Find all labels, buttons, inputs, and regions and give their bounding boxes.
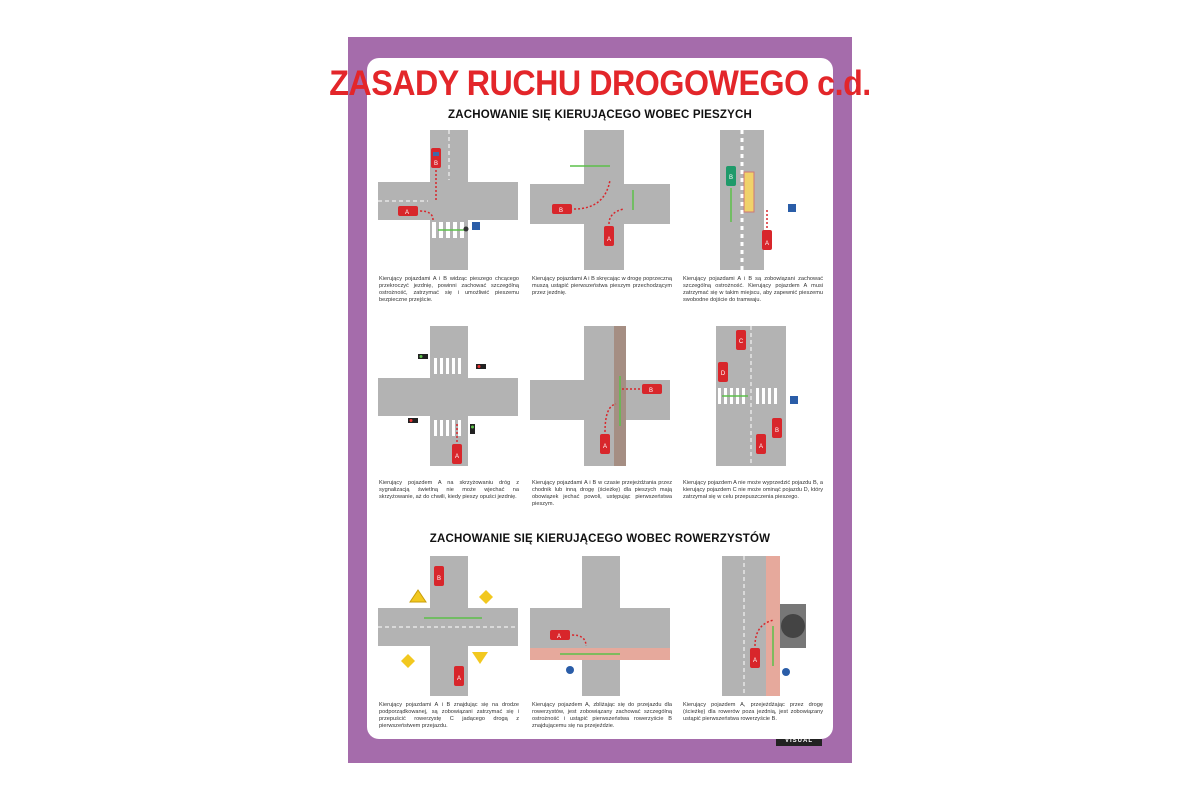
vehicle-label: D bbox=[720, 371, 726, 377]
vehicle-label: B bbox=[774, 428, 780, 434]
vehicle-label: B bbox=[648, 388, 654, 394]
section-heading-pedestrians: ZACHOWANIE SIĘ KIERUJĄCEGO WOBEC PIESZYCH bbox=[447, 109, 753, 121]
diagram-tram-stop bbox=[682, 130, 822, 270]
logo-text: VISUAL bbox=[784, 738, 813, 744]
vehicle-label: B bbox=[436, 576, 442, 582]
caption-3: Kierujący pojazdami A i B są zobowiązani zachować szczególną ostrożność. Kierujący pojazdem A musi zatrzymać się w takim miejscu, aby zapewnić pieszemu swobodne dojście do tramwaju. bbox=[683, 276, 823, 303]
caption-6: Kierujący pojazdem A nie może wyprzedzić pojazdu B, a kierujący pojazdem C nie może ominąć pojazdu D, który zatrzymał się w celu przepuszczenia pieszego. bbox=[683, 480, 823, 500]
diagram-turning-vehicles bbox=[530, 130, 670, 270]
vehicle-label: A bbox=[758, 444, 764, 450]
vehicle-label: B bbox=[558, 208, 564, 214]
diagram-cyclist-priority-road bbox=[378, 556, 518, 696]
diagram-intersection-pedestrian-crossing bbox=[378, 130, 518, 270]
vehicle-label: B bbox=[433, 161, 439, 167]
diagram-bike-path-outside-road bbox=[682, 556, 822, 696]
vehicle-label: A bbox=[606, 237, 612, 243]
caption-1: Kierujący pojazdami A i B widząc pieszego chcącego przekroczyć jezdnię, powinni zachować szczególną ostrożność, zatrzymać się i umożliwić pieszemu bezpieczne przejście. bbox=[379, 276, 519, 303]
vehicle-label: A bbox=[556, 634, 562, 640]
vehicle-label: A bbox=[404, 210, 410, 216]
diagram-no-overtaking-at-crossing bbox=[682, 326, 822, 466]
publisher-logo bbox=[776, 734, 822, 748]
vehicle-label: B bbox=[728, 175, 734, 181]
diagram-traffic-lights-intersection bbox=[378, 326, 518, 466]
vehicle-label: A bbox=[602, 444, 608, 450]
caption-7: Kierujący pojazdami A i B znajdując się na drodze podporządkowanej, są zobowiązani zatrzymać się i przepuścić rowerzystę C jadącego drogą z pierwszeństwem przejazdu. bbox=[379, 702, 519, 729]
caption-8: Kierujący pojazdem A, zbliżając się do przejazdu dla rowerzystów, jest zobowiązany zachować szczególną ostrożność i ustąpić pierwszeństwa rowerzyście B znajdującemu się na przejeździe. bbox=[532, 702, 672, 729]
caption-5: Kierujący pojazdami A i B w czasie przejeżdżania przez chodnik lub inną drogę (ścieżkę) dla pieszych mają obowiązek jechać powoli, ustępując pierwszeństwa pieszym. bbox=[532, 480, 672, 507]
vehicle-label: A bbox=[454, 454, 460, 460]
caption-9: Kierujący pojazdem A, przejeżdżając przez drogę (ścieżkę) dla rowerów poza jezdnią, jest zobowiązany ustąpić pierwszeństwa rowerzyście B. bbox=[683, 702, 823, 722]
caption-2: Kierujący pojazdami A i B skręcając w drogę poprzeczną muszą ustąpić pierwszeństwa pieszym przechodzącym przez jezdnię. bbox=[532, 276, 672, 296]
poster-title: ZASADY RUCHU DROGOWEGO c.d. bbox=[329, 64, 871, 103]
diagram-sidewalk-crossing bbox=[530, 326, 670, 466]
caption-4: Kierujący pojazdem A na skrzyżowaniu dróg z sygnalizacją świetlną nie może wjechać na skrzyżowanie, aż do chwili, kiedy pieszy opuści jezdnię. bbox=[379, 480, 519, 500]
section-heading-cyclists: ZACHOWANIE SIĘ KIERUJĄCEGO WOBEC ROWERZYSTÓW bbox=[429, 533, 771, 545]
vehicle-label: A bbox=[456, 676, 462, 682]
vehicle-label: C bbox=[738, 339, 744, 345]
vehicle-label: A bbox=[752, 658, 758, 664]
diagram-bike-crossing bbox=[530, 556, 670, 696]
vehicle-label: A bbox=[764, 241, 770, 247]
